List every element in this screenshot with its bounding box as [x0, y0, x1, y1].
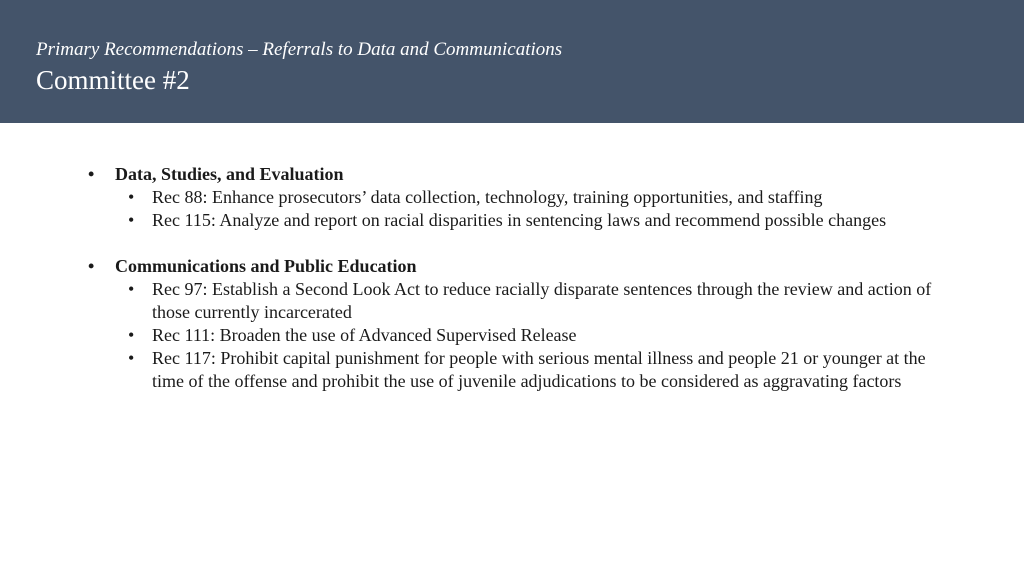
content-area	[88, 163, 948, 416]
header-banner	[0, 0, 1024, 123]
section-heading	[88, 255, 948, 278]
list-item-text: Rec 97: Establish a Second Look Act to reduce racially disparate sentences through the review and action of those currently incarcerated	[152, 279, 932, 322]
bullet-icon: •	[128, 210, 135, 230]
bullet-icon: •	[88, 256, 95, 276]
section-communications	[88, 255, 948, 393]
list-item	[88, 209, 948, 232]
bullet-icon: •	[128, 325, 135, 345]
list-item	[88, 186, 948, 209]
bullet-icon: •	[128, 348, 135, 368]
list-item	[88, 347, 948, 393]
slide-title: Committee #2	[36, 65, 190, 95]
section-heading-text: Communications and Public Education	[115, 256, 417, 276]
section-heading-text: Data, Studies, and Evaluation	[115, 164, 344, 184]
bullet-icon: •	[128, 279, 135, 299]
list-item-text: Rec 88: Enhance prosecutors’ data collection, technology, training opportunities, and staffing	[152, 187, 823, 207]
list-item	[88, 324, 948, 347]
list-item	[88, 278, 948, 324]
bullet-icon: •	[88, 164, 95, 184]
list-item-text: Rec 117: Prohibit capital punishment for people with serious mental illness and people 21 or younger at the time of the offense and prohibit the use of juvenile adjudications to be considered as aggravating factors	[152, 348, 926, 391]
list-item-text: Rec 111: Broaden the use of Advanced Supervised Release	[152, 325, 577, 345]
recommendation-list	[88, 186, 948, 232]
section-data-studies	[88, 163, 948, 232]
bullet-icon: •	[128, 187, 135, 207]
slide-subtitle: Primary Recommendations – Referrals to Data and Communications	[36, 39, 563, 60]
list-item-text: Rec 115: Analyze and report on racial disparities in sentencing laws and recommend possible changes	[152, 210, 887, 230]
recommendation-list	[88, 278, 948, 393]
section-heading	[88, 163, 948, 186]
